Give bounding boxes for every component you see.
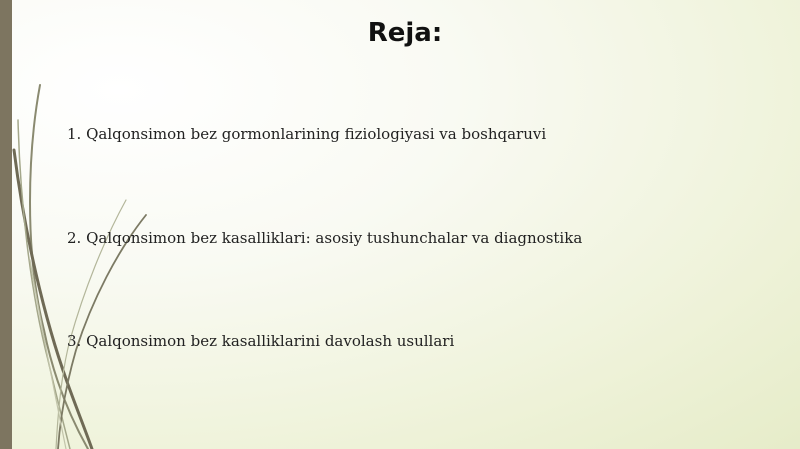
agenda-item-1: 1. Qalqonsimon bez gormonlarining fiziologiyasi va boshqaruvi (67, 125, 547, 143)
slide-title: Reja: (367, 18, 443, 48)
agenda-item-2: 2. Qalqonsimon bez kasalliklari: asosiy tushunchalar va diagnostika (67, 229, 583, 247)
agenda-item-3: 3. Qalqonsimon bez kasalliklarini davolash usullari (67, 332, 455, 350)
